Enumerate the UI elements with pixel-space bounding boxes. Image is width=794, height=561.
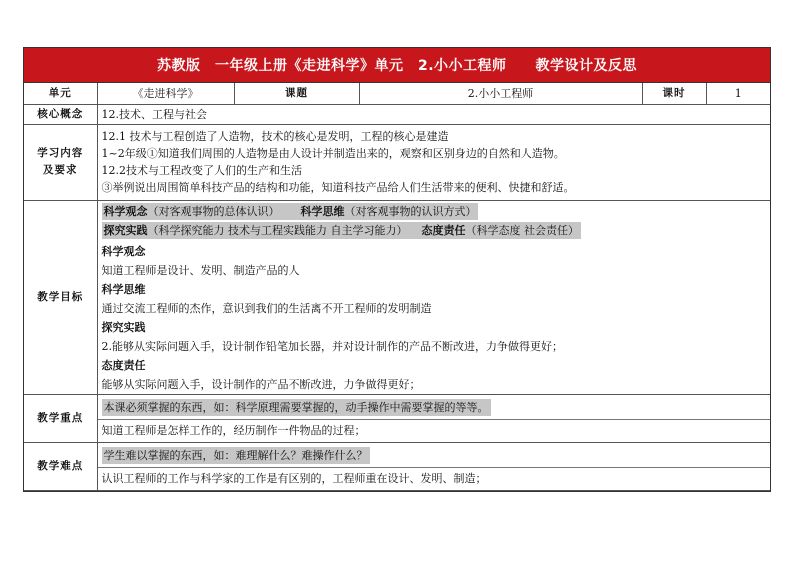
goal-text-thinking: 通过交流工程师的杰作，意识到我们的生活离不开工程师的发明制造 [101,301,432,315]
row-teaching-goals [24,200,770,394]
goal-heading-thinking: 科学思维 [101,282,146,296]
goals-hint-2: 探究实践（科学探究能力 技术与工程实践能力 自主学习能力） 态度责任（科学态度 社会责任） [103,223,579,237]
period-value: 1 [706,83,770,104]
period-label: 课时 [642,83,706,104]
goal-heading-attitude: 态度责任 [101,358,146,372]
content-line-4: ③举例说出周围简单科技产品的结构和功能，知道科技产品给人们生活带来的便利、快捷和舒适。 [101,181,575,194]
key-points-label: 教学重点 [24,394,97,442]
topic-value: 2.小小工程师 [359,83,642,104]
core-concept-label: 核心概念 [24,104,97,124]
unit-value: 《走进科学》 [97,83,234,104]
difficulties-text: 认识工程师的工作与科学家的工作是有区别的，工程师重在设计、发明、制造； [101,471,487,485]
difficulties-label: 教学难点 [24,442,97,490]
content-line-3: 12.2技术与工程改变了人们的生产和生活 [101,164,302,177]
goal-text-attitude: 能够从实际问题入手，设计制作的产品不断改进，力争做得更好； [101,377,421,391]
content-line-1: 12.1 技术与工程创造了人造物，技术的核心是发明，工程的核心是建造 [101,130,449,143]
key-points-value [97,394,770,442]
topic-label: 课题 [234,83,359,104]
learning-content-value [97,124,770,200]
core-concept-value: 12.技术、工程与社会 [97,104,770,124]
learning-content-label-line2: 及要求 [43,164,78,176]
teaching-goals-label: 教学目标 [24,200,97,394]
document-title: 苏教版 一年级上册《走进科学》单元 2.小小工程师 教学设计及反思 [24,48,770,83]
teaching-goals-value [97,200,770,394]
difficulties-hint-row [98,444,771,468]
learning-content-label [24,124,97,200]
goal-heading-concept: 科学观念 [101,244,146,258]
key-points-hint-row [98,396,771,420]
row-unit [24,83,770,104]
difficulties-hint: 学生难以掌握的东西，如：难理解什么？难操作什么？ [103,448,368,462]
learning-content-label-line1: 学习内容 [37,147,84,159]
goal-heading-practice: 探究实践 [101,320,146,334]
content-line-2: 1~2年级①知道我们周围的人造物是由人设计并制造出来的，观察和区别身边的自然和人造物。 [101,147,565,160]
goal-text-practice: 2.能够从实际问题入手，设计制作铅笔加长器，并对设计制作的产品不断改进，力争做得更好； [101,339,563,353]
goal-text-concept: 知道工程师是设计、发明、制造产品的人 [101,263,300,277]
lesson-plan-table [24,83,770,491]
key-points-hint: 本课必须掌握的东西，如：科学原理需要掌握的，动手操作中需要掌握的等等。 [103,400,489,414]
difficulties-value [97,442,770,490]
row-core-concept [24,104,770,124]
row-key-points [24,394,770,442]
goals-hint-1: 科学观念（对客观事物的总体认识） 科学思维（对客观事物的认识方式） [103,204,477,218]
key-points-text: 知道工程师是怎样工作的，经历制作一件物品的过程； [101,423,366,437]
row-learning-content [24,124,770,200]
unit-label: 单元 [24,83,97,104]
lesson-plan-sheet [23,47,771,492]
row-difficulties [24,442,770,490]
